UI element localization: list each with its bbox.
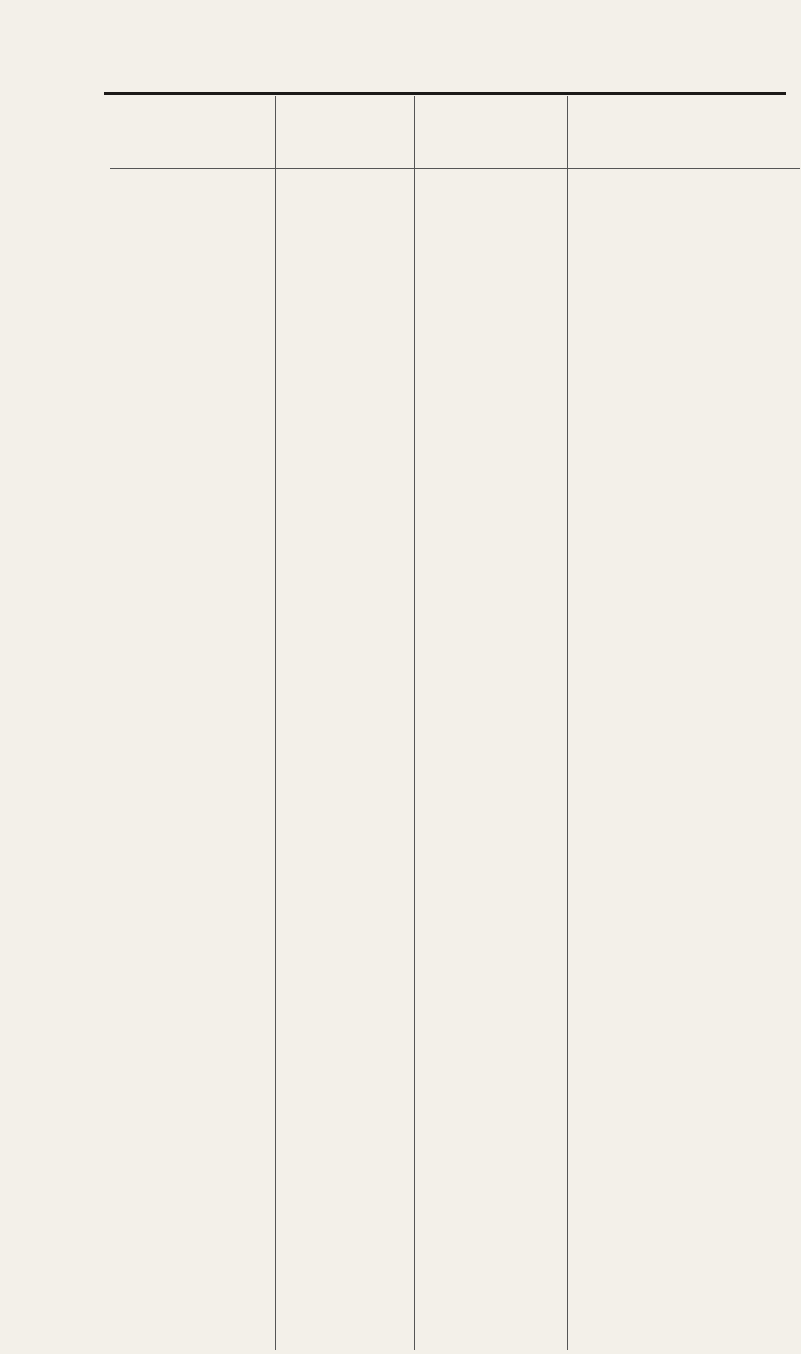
top-rule [104, 92, 786, 95]
column-divider [414, 96, 415, 1350]
column-divider [567, 96, 568, 1350]
column-divider [275, 96, 276, 1350]
header-rule [110, 168, 800, 169]
